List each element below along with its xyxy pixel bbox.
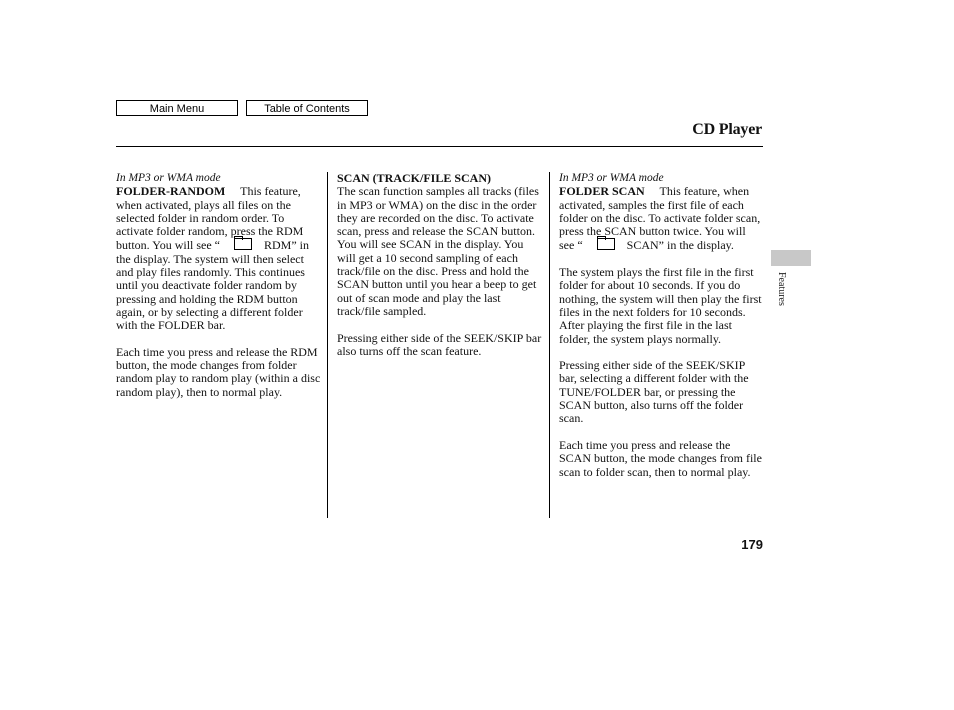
page-title: CD Player bbox=[692, 121, 762, 138]
column-divider bbox=[549, 172, 550, 518]
section-heading: FOLDER-RANDOM bbox=[116, 184, 226, 199]
main-menu-button[interactable]: Main Menu bbox=[116, 100, 238, 116]
header-rule bbox=[116, 146, 763, 147]
folder-icon bbox=[597, 238, 615, 250]
column-divider bbox=[327, 172, 328, 518]
paragraph-text: Pressing either side of the SEEK/SKIP bar also turns off the scan feature. bbox=[337, 330, 542, 358]
folder-scan-paragraph bbox=[559, 185, 763, 252]
paragraph-text: This feature, when activated, plays all files on the selected folder in random order. To activate folder random, press the RDM button. You will see “ bbox=[116, 184, 304, 253]
section-heading: SCAN (TRACK/FILE SCAN) bbox=[337, 171, 492, 185]
mode-label: In MP3 or WMA mode bbox=[559, 172, 664, 184]
paragraph-text: Each time you press and release the RDM button, the mode changes from folder random play to random play (within a disc random play), then to normal play. bbox=[116, 344, 321, 399]
paragraph-text: Pressing either side of the SEEK/SKIP bar, selecting a different folder with the TUNE/FOLDER bar, or pressing the SCAN button, also turns off the folder scan. bbox=[559, 358, 749, 426]
paragraph-text: The scan function samples all tracks (files in MP3 or WMA) on the disc in the order they are recorded on the disc. To activate scan, press and release the SCAN button. You will see SCAN in the display. You will get a 10 second sampling of each track/file on the disc. Press and hold the SCAN button until you hear a beep to get out of scan mode and play the last track/file sampled. bbox=[337, 184, 539, 318]
column-folder-scan bbox=[559, 172, 763, 479]
paragraph-text: This feature, when activated, samples the first file of each folder on the disc. To activate folder scan, press the SCAN button twice. You will see “ bbox=[559, 184, 761, 253]
paragraph-text: RDM” in the display. The system will then select and play files randomly. This continues until you deactivate folder random by pressing and holding the RDM button again, or by selecting a different folder with the FOLDER bar. bbox=[116, 238, 310, 333]
page-number: 179 bbox=[741, 537, 763, 552]
table-of-contents-button[interactable]: Table of Contents bbox=[246, 100, 368, 116]
column-folder-random bbox=[116, 172, 321, 399]
folder-random-paragraph bbox=[116, 185, 321, 332]
section-tab bbox=[771, 250, 811, 266]
section-tab-label: Features bbox=[776, 272, 787, 306]
section-heading: FOLDER SCAN bbox=[559, 184, 645, 199]
paragraph-text: The system plays the first file in the first folder for about 10 seconds. If you do nothing, the system will then play the first files in the next folders for 10 seconds. After playing the first file in the last folder, the system plays normally. bbox=[559, 265, 762, 346]
folder-icon bbox=[234, 238, 252, 250]
paragraph-text: SCAN” in the display. bbox=[626, 238, 734, 253]
mode-label: In MP3 or WMA mode bbox=[116, 172, 221, 184]
paragraph-text: Each time you press and release the SCAN button, the mode changes from file scan to folder scan, then to normal play. bbox=[559, 437, 762, 479]
column-scan bbox=[337, 172, 544, 358]
